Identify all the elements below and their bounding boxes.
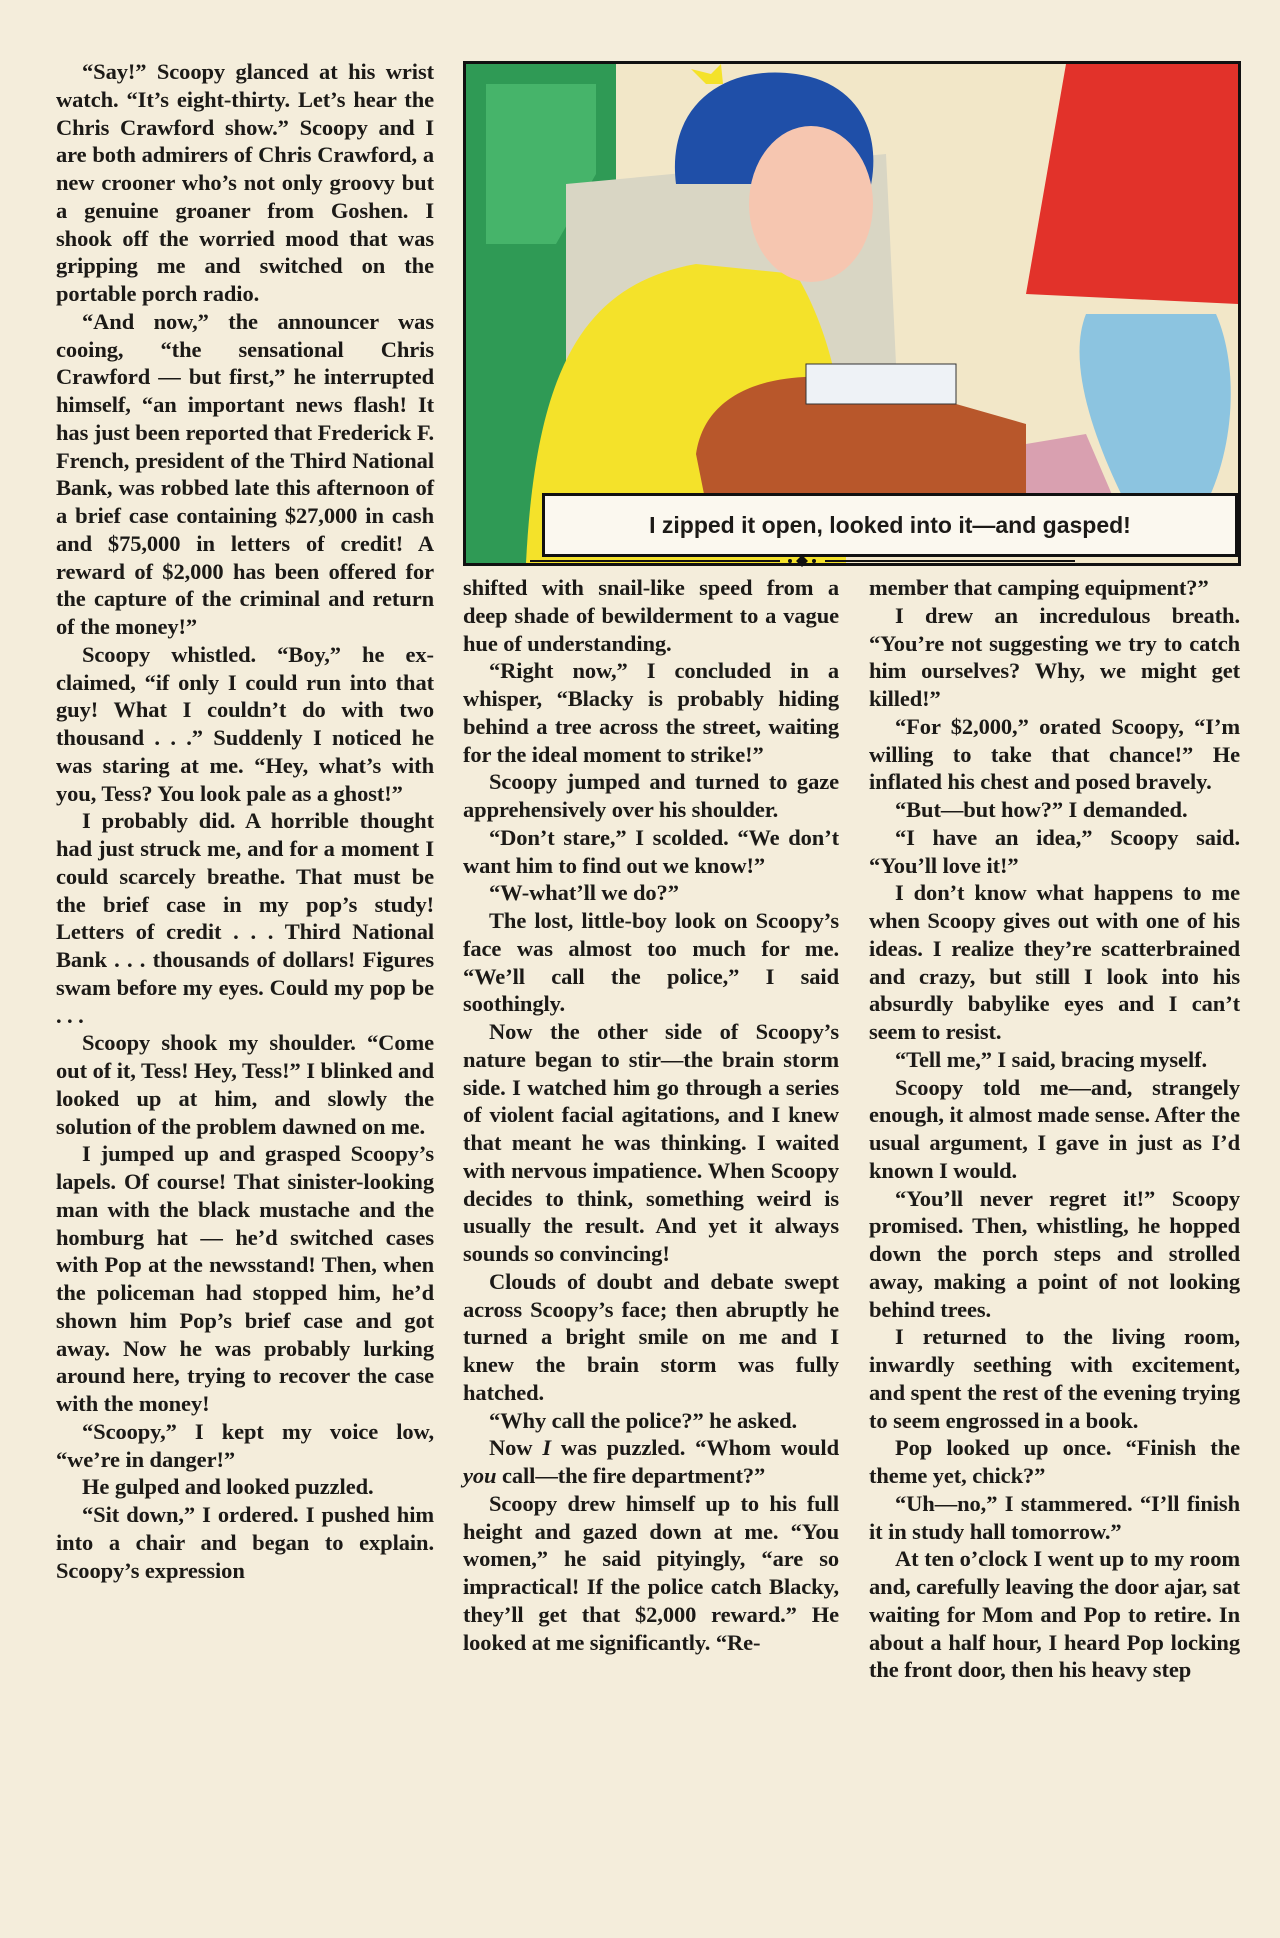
paragraph: “Say!” Scoopy glanced at his wrist watch. “It’s eight-thirty. Let’s hear the Chris Crawford show.” Scoopy and I are both admirers of Chris Crawford, a new crooner who’s not only groovy but a genuine groaner from Goshen. I shook off the worried mood that was gripping me and switched on the portable porch radio.: [56, 59, 434, 306]
paragraph: “Sit down,” I ordered. I pushed him into a chair and began to explain. Scoopy’s expression: [56, 1502, 434, 1583]
panel-caption: I zipped it open, looked into it—and gasped!: [542, 493, 1238, 557]
paragraph: “You’ll never regret it!” Scoopy promised. Then, whistling, he hopped down the porch steps and strolled away, making a point of not looking behind trees.: [869, 1185, 1240, 1322]
comic-panel: [463, 61, 1241, 566]
paragraph: Scoopy told me—and, strangely enough, it almost made sense. After the usual argument, I gave in just as I’d known I would.: [869, 1074, 1240, 1183]
paragraph: Pop looked up once. “Finish the theme yet, chick?”: [869, 1435, 1240, 1488]
text-segment: was puzzled. “Whom would: [550, 1435, 839, 1461]
paragraph: Clouds of doubt and debate swept across Scoopy’s face; then abruptly he turned a bright smile on me and I knew the brain storm was fully hatched.: [463, 1268, 839, 1405]
text-column-left: [56, 58, 434, 1584]
caption-divider: [530, 555, 1075, 567]
emphasis-text: I: [542, 1435, 551, 1461]
paragraph: Scoopy whistled. “Boy,” he exclaimed, “if only I could run into that guy! What I couldn’t do with two thousand . . .” Suddenly I noticed he was staring at me. “Hey, what’s with you, Tess? You look pale as a ghost!”: [56, 641, 434, 806]
text-segment: call—the fire department?”: [496, 1463, 766, 1488]
face: [749, 126, 873, 282]
paragraph: At ten o’clock I went up to my room and, carefully leaving the door ajar, sat waiting for Mom and Pop to retire. In about a half hour, I heard Pop locking the front door, then his heavy step: [869, 1546, 1240, 1683]
text-segment: Now: [489, 1435, 543, 1461]
paragraph: The lost, little-boy look on Scoopy’s face was almost too much for me. “We’ll call the police,” I said soothingly.: [463, 908, 839, 1017]
paragraph: “I have an idea,” Scoopy said. “You’ll love it!”: [869, 824, 1240, 878]
paragraph: Scoopy jumped and turned to gaze apprehensively over his shoulder.: [463, 769, 839, 822]
panel-illustration: [466, 64, 1238, 563]
text-segment: that: [581, 1601, 621, 1627]
paragraph: “Uh—no,” I stammered. “I’ll finish it in study hall tomorrow.”: [869, 1490, 1240, 1544]
text-segment: $2,000 reward.” He looked at me significantly. “Re-: [463, 1601, 839, 1655]
paragraph: I drew an incredulous breath. “You’re not suggesting we try to catch him ourselves? Why, we might get killed!”: [869, 602, 1240, 711]
text-segment: Scoopy drew himself up to his full height and gazed down at me. “You women,” he said pityingly, “are so impractical! If the police catch Blacky, they’ll get: [463, 1490, 839, 1627]
paragraph: “Don’t stare,” I scolded. “We don’t want him to find out we know!”: [463, 824, 839, 878]
paragraph: Scoopy shook my shoulder. “Come out of it, Tess! Hey, Tess!” I blinked and looked up at him, and slowly the solution of the problem dawned on me.: [56, 1030, 434, 1139]
paragraph: “And now,” the announcer was cooing, “the sensational Chris Crawford — but first,” he interrupted himself, “an important news flash! It has just been reported that Frederick F. French, president of the Third National Bank, was robbed late this afternoon of a brief case containing $27,000 in cash and $75,000 in letters of credit! A reward of $2,000 has been offered for the capture of the criminal and return of the money!”: [56, 308, 434, 639]
paragraph: shifted with snail-like speed from a deep shade of bewilderment to a vague hue of understanding.: [463, 575, 839, 656]
paragraph: I jumped up and grasped Scoopy’s lapels. Of course! That sinister-looking man with the black mustache and the homburg hat — he’d switched cases with Pop at the newsstand! Then, when the policeman had stopped him, he’d shown him Pop’s brief case and got away. Now he was probably lurking around here, trying to recover the case with the money!: [56, 1141, 434, 1416]
paragraph: [463, 1434, 839, 1490]
paragraph: I probably did. A horrible thought had just struck me, and for a moment I could scarcely breathe. That must be the brief case in my pop’s study! Letters of credit . . . Third National Bank . . . thousands of dollars! Figures swam before my eyes. Could my pop be . . .: [56, 808, 434, 1028]
paragraph: I don’t know what happens to me when Scoopy gives out with one of his ideas. I realize they’re scatterbrained and crazy, but still I look into his absurdly babylike eyes and I can’t seem to resist.: [869, 880, 1240, 1044]
paragraph: He gulped and looked puzzled.: [82, 1474, 374, 1500]
text-column-right: [869, 574, 1240, 1684]
paragraph: I returned to the living room, inwardly seething with excitement, and spent the rest of the evening trying to seem engrossed in a book.: [869, 1324, 1240, 1433]
paragraph: “Right now,” I concluded in a whisper, “Blacky is probably hiding behind a tree across the street, waiting for the ideal moment to strike!”: [463, 658, 839, 767]
paragraph: “For $2,000,” orated Scoopy, “I’m willing to take that chance!” He inflated his chest and posed bravely.: [869, 713, 1240, 795]
paragraph: “Tell me,” I said, bracing myself.: [895, 1046, 1208, 1072]
paragraph: [463, 1490, 839, 1657]
paragraph: “W-what’ll we do?”: [489, 880, 679, 906]
paragraph: “Why call the police?” he asked.: [489, 1407, 798, 1433]
paragraph: member that camping equipment?”: [869, 575, 1209, 600]
paragraph: Now the other side of Scoopy’s nature began to stir—the brain storm side. I watched him go through a series of violent facial agitations, and I knew that meant he was thinking. I waited with nervous impatience. When Scoopy decides to think, something weird is usually the result. And yet it always sounds so convincing!: [463, 1019, 839, 1266]
emphasis-text: you: [463, 1463, 497, 1488]
paragraph: “But—but how?” I demanded.: [895, 797, 1188, 822]
paragraph: “Scoopy,” I kept my voice low, “we’re in danger!”: [56, 1418, 434, 1472]
text-column-middle: [463, 574, 839, 1656]
